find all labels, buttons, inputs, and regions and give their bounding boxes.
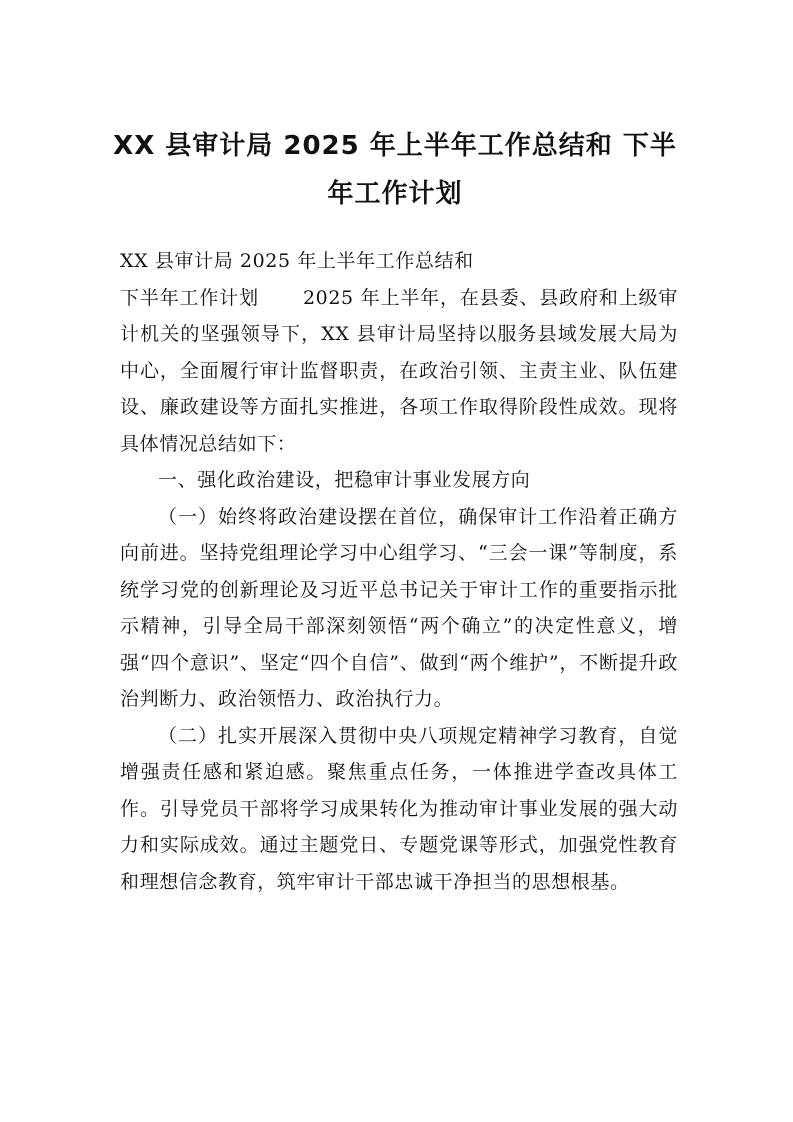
section-1-heading: 一、强化政治建设，把稳审计事业发展方向	[158, 469, 531, 491]
paragraph-2: （二）扎实开展深入贯彻中央八项规定精神学习教育，自觉增强责任感和紧迫感。聚焦重点任务，一体推进学查改具体工作。引导党员干部将学习成果转化为推动审计事业发展的强大动力和实际成效。通过主题党日、专题党课等形式，加强党性教育和理想信念教育，筑牢审计干部忠诚干净担当的思想根基。	[120, 724, 678, 893]
paragraph-1: （一）始终将政治建设摆在首位，确保审计工作沿着正确方向前进。坚持党组理论学习中心组学习、“三会一课”等制度，系统学习党的创新理论及习近平总书记关于审计工作的重要指示批示精神，引导全局干部深刻领悟“两个确立”的决定性意义，增强“四个意识”、坚定“四个自信”、做到“两个维护”，不断提升政治判断力、政治领悟力、政治执行力。	[120, 505, 679, 710]
intro-heading-line-1: XX 县审计局 2025 年上半年工作总结和	[120, 250, 474, 272]
document-title: XX 县审计局 2025 年上半年工作总结和 下半年工作计划	[113, 131, 677, 209]
intro-paragraph	[120, 280, 678, 463]
intro-text: 2025 年上半年，在县委、县政府和上级审计机关的坚强领导下，XX 县审计局坚持以服务县域发展大局为中心，全面履行审计监督职责，在政治引领、主责主业、队伍建设、廉政建设等方面扎实推进，各项工作取得阶段性成效。现将具体情况总结如下：	[120, 286, 678, 455]
document-body	[120, 243, 678, 900]
intro-heading-line-2: 下半年工作计划	[120, 286, 259, 309]
